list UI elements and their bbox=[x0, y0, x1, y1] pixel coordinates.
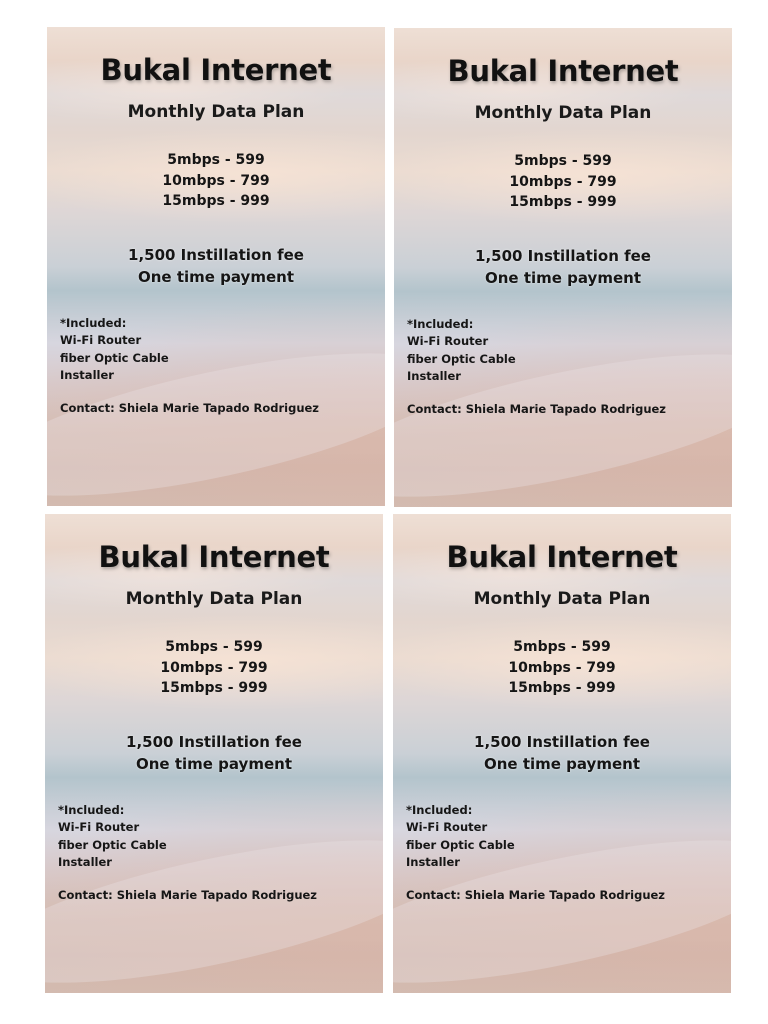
contact-line: Contact: Shiela Marie Tapado Rodriguez bbox=[60, 401, 320, 415]
plan-list bbox=[393, 637, 731, 699]
flyer-title: Bukal Internet bbox=[447, 54, 679, 88]
included-list bbox=[58, 802, 167, 871]
flyer-subtitle: Monthly Data Plan bbox=[127, 102, 305, 122]
included-item: fiber Optic Cable bbox=[60, 350, 169, 365]
included-item: Wi-Fi Router bbox=[406, 820, 488, 835]
included-list bbox=[406, 802, 515, 871]
plan-item: 15mbps - 999 bbox=[508, 680, 616, 696]
included-item: fiber Optic Cable bbox=[407, 351, 516, 366]
plan-item: 5mbps - 599 bbox=[167, 152, 265, 168]
flyer-subtitle: Monthly Data Plan bbox=[125, 589, 303, 609]
installation-fee: 1,500 Instillation fee bbox=[474, 733, 650, 751]
included-item: fiber Optic Cable bbox=[58, 837, 167, 852]
plan-item: 15mbps - 999 bbox=[160, 680, 268, 696]
contact-line: Contact: Shiela Marie Tapado Rodriguez bbox=[407, 402, 667, 416]
plan-item: 10mbps - 799 bbox=[162, 172, 270, 189]
flyer-bottom-right bbox=[393, 514, 731, 993]
flyer-subtitle: Monthly Data Plan bbox=[474, 103, 652, 123]
plan-item: 10mbps - 799 bbox=[508, 659, 616, 676]
included-list bbox=[60, 315, 169, 384]
included-item: Installer bbox=[58, 854, 112, 869]
plan-item: 10mbps - 799 bbox=[509, 173, 617, 190]
plan-item: 5mbps - 599 bbox=[165, 639, 263, 655]
payment-terms: One time payment bbox=[485, 269, 641, 287]
contact-line: Contact: Shiela Marie Tapado Rodriguez bbox=[406, 888, 666, 902]
plan-list bbox=[394, 151, 732, 213]
payment-terms: One time payment bbox=[484, 755, 640, 773]
included-heading: *Included: bbox=[58, 803, 125, 817]
flyer-top-right bbox=[394, 28, 732, 507]
included-item: Wi-Fi Router bbox=[58, 820, 140, 835]
installation-fee: 1,500 Instillation fee bbox=[128, 246, 304, 264]
plan-item: 15mbps - 999 bbox=[162, 193, 270, 209]
flyer-title: Bukal Internet bbox=[100, 53, 332, 87]
installation-fee: 1,500 Instillation fee bbox=[126, 733, 302, 751]
flyer-top-left bbox=[47, 27, 385, 506]
flyer-subtitle: Monthly Data Plan bbox=[473, 589, 651, 609]
included-heading: *Included: bbox=[406, 803, 473, 817]
contact-line: Contact: Shiela Marie Tapado Rodriguez bbox=[58, 888, 318, 902]
included-heading: *Included: bbox=[60, 316, 127, 330]
payment-terms: One time payment bbox=[138, 268, 294, 286]
included-item: Installer bbox=[406, 854, 460, 869]
plan-item: 15mbps - 999 bbox=[509, 194, 617, 210]
flyer-title: Bukal Internet bbox=[98, 540, 330, 574]
included-item: Wi-Fi Router bbox=[60, 333, 142, 348]
plan-item: 10mbps - 799 bbox=[160, 659, 268, 676]
plan-list bbox=[47, 150, 385, 212]
included-heading: *Included: bbox=[407, 317, 474, 331]
payment-terms: One time payment bbox=[136, 755, 292, 773]
included-item: fiber Optic Cable bbox=[406, 837, 515, 852]
plan-item: 5mbps - 599 bbox=[514, 153, 612, 169]
included-item: Wi-Fi Router bbox=[407, 334, 489, 349]
flyer-title: Bukal Internet bbox=[446, 540, 678, 574]
installation-fee: 1,500 Instillation fee bbox=[475, 247, 651, 265]
plan-list bbox=[45, 637, 383, 699]
plan-item: 5mbps - 599 bbox=[513, 639, 611, 655]
flyer-bottom-left bbox=[45, 514, 383, 993]
included-list bbox=[407, 316, 516, 385]
included-item: Installer bbox=[60, 367, 114, 382]
included-item: Installer bbox=[407, 368, 461, 383]
